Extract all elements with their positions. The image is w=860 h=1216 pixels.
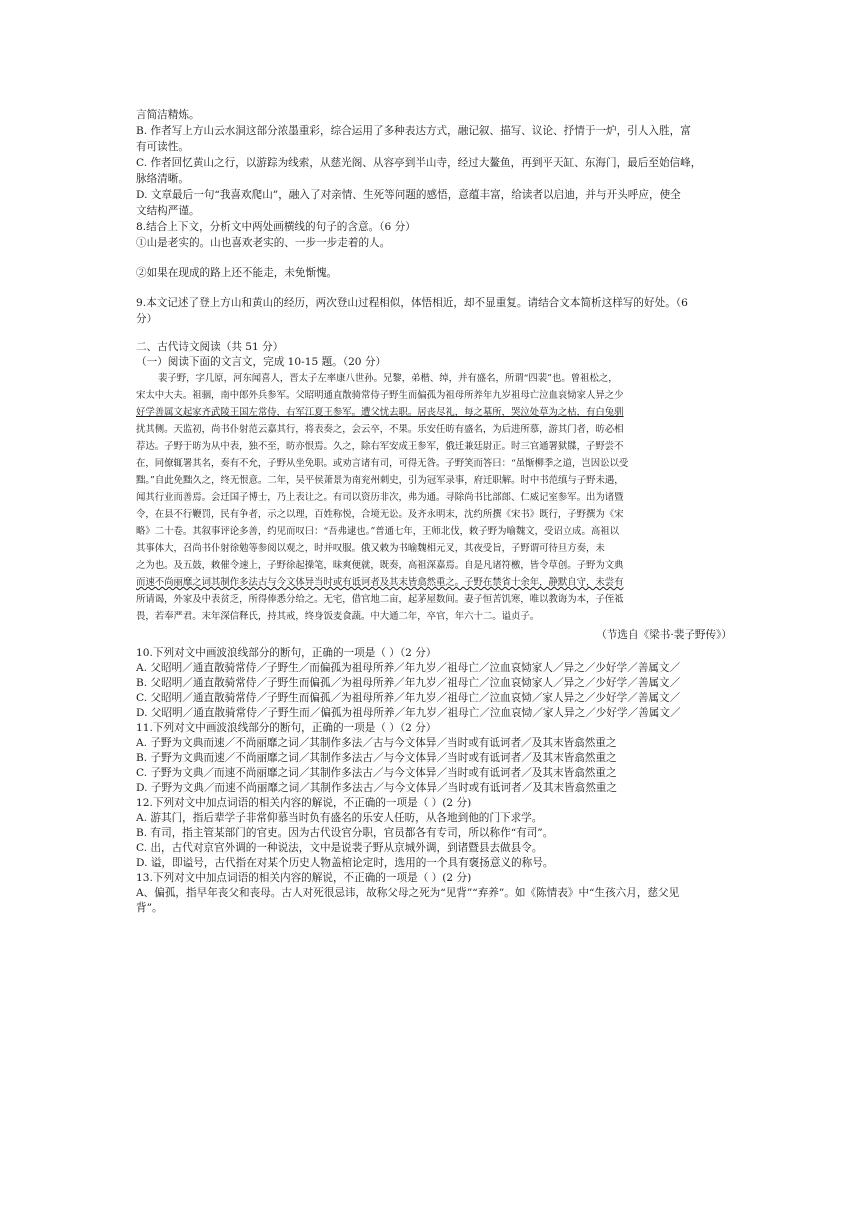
passage-line: 而速不尚丽靡之词其制作多法古与今文体异当时或有诋诃者及其末皆翕然重之。子野在禁省十余年，静默自守，未尝有	[136, 577, 624, 588]
passage-line: 闻其行业而善焉。会迁国子博士，乃上表让之。有司以资历非次，弗为通。寻除尚书比部郎、仁威记室参军。出为诸暨	[136, 492, 624, 503]
question-11-option-d: D. 子野为文典／而速不尚丽靡之词／其制作多法古／与今文体异／当时或有诋诃者／及其末皆翕然重之	[136, 782, 617, 794]
passage-line: 宋太中大夫。祖骃，南中郎外兵参军。父昭明通直散骑常侍子野生而偏孤为祖母所养年九岁祖母亡泣血哀恸家人异之少	[136, 390, 624, 401]
question-9-cont: 分）	[136, 313, 158, 325]
question-9: 9.本文记述了登上方山和黄山的经历，两次登山过程相似，体悟相近，却不显重复。请结合文本简析这样写的好处。（6	[136, 297, 688, 309]
text-line: 文结构严谨。	[136, 205, 200, 217]
text-line: 脉络清晰。	[136, 173, 189, 185]
question-8-item-1: ①山是老实的。山也喜欢老实的、一步一步走着的人。	[136, 237, 391, 249]
question-10-option-b: B. 父昭明／通直散骑常侍／子野生而偏孤／为祖母所养／年九岁／祖母亡／泣血哀恸家人／异之／少好学／善属文／	[136, 677, 681, 689]
option-b: B. 作者写上方山云水洞这部分浓墨重彩，综合运用了多种表达方式，融记叙、描写、议论、抒情于一炉，引人入胜，富	[136, 125, 691, 137]
question-10: 10.下列对文中画波浪线部分的断句，正确的一项是（ ）（2 分）	[136, 647, 437, 659]
question-12-option-c: C. 出，古代对京官外调的一种说法，文中是说裴子野从京城外调，到诸暨县去做县令。	[136, 842, 543, 854]
section-subtitle: （一）阅读下面的文言文，完成 10-15 题。（20 分）	[136, 356, 387, 368]
passage-line: 畏，若奉严君。末年深信释氏，持其戒，终身饭麦食蔬。中大通二年，卒官，年六十二。谥贞子。	[136, 611, 540, 622]
question-11: 11.下列对文中画波浪线部分的断句，正确的一项是（ ）（2 分）	[136, 722, 437, 734]
text-line: 言简洁精炼。	[136, 109, 200, 121]
question-12-option-b: B. 有司，指主管某部门的官吏。因为古代设官分职，官员都各有专司，所以称作“有司”。	[136, 827, 554, 839]
passage-line: 之为也。及五鼓，敕催令速上，子野徐起操笔，昧爽便就，既奏，高祖深嘉焉。自是凡诸符檄，皆令草创。子野为文典	[136, 560, 624, 571]
question-8: 8.结合上下文，分析文中两处画横线的句子的含意。（6 分）	[136, 221, 416, 233]
question-10-option-a: A. 父昭明／通直散骑常侍／子野生／而偏孤为祖母所养／年九岁／祖母亡／泣血哀恸家人／异之／少好学／善属文／	[136, 662, 681, 674]
question-13-option-a: A、偏孤，指早年丧父和丧母。古人对死很忌讳，故称父母之死为“见背”“弃养”。如《陈情表》中“生孩六月，慈父见	[136, 887, 680, 899]
passage-line: 扰其侧。天监初，尚书仆射范云嘉其行，将表奏之，会云卒，不果。乐安任昉有盛名，为后进所慕，游其门者，昉必相	[136, 424, 624, 435]
passage-line: 裴子野，字几原，河东闻喜人，晋太子左率康八世孙。兄黎，弟楷、绰，并有盛名，所谓“四裴”也。曾祖松之，	[158, 373, 618, 384]
passage-line: 略》二十卷。其叙事评论多善，约见而叹曰：“吾弗逮也。”普通七年，王师北伐，敕子野为喻魏文，受诏立成。高祖以	[136, 526, 620, 537]
question-11-option-c: C. 子野为文典／而速不尚丽靡之词／其制作多法古／与今文体异／当时或有诋诃者／及其末皆翕然重之	[136, 767, 617, 779]
text-line: 有可读性。	[136, 141, 189, 153]
question-8-item-2: ②如果在现成的路上还不能走，未免惭愧。	[136, 267, 338, 279]
question-12: 12.下列对文中加点词语的相关内容的解说，不正确的一项是（ ）(2 分)	[136, 797, 472, 809]
question-12-option-d: D. 谥，即谥号，古代指在对某个历史人物盖棺论定时，选用的一个具有褒扬意义的称号。	[136, 857, 554, 869]
passage-source: （节选自《梁书·裴子野传》）	[596, 629, 732, 641]
question-10-option-c: C. 父昭明／通直散骑常侍／子野生而偏孤／为祖母所养／年九岁／祖母亡／泣血哀恸／家人异之／少好学／善属文／	[136, 692, 681, 704]
question-10-option-d: D. 父昭明／通直散骑常侍／子野生而／偏孤为祖母所养／年九岁／祖母亡／泣血哀恸／家人异之／少好学／善属文／	[136, 707, 681, 719]
passage-line: 黜。”自此免黜久之，终无恨意。二年，吴平侯萧景为南兖州刺史，引为冠军录事，府迁职解。时中书范缜与子野未遇，	[136, 475, 624, 486]
question-13-option-a-cont: 背”。	[136, 902, 163, 914]
question-11-option-a: A. 子野为文典而速／不尚丽靡之词／其制作多法／古与今文体异／当时或有诋诃者／及其末皆翕然重之	[136, 737, 617, 749]
passage-line: 所请谒，外家及中表贫乏，所得俸悉分给之。无宅，借官地二亩，起茅屋数间。妻子恒苦饥寒，唯以教诲为本，子侄祗	[136, 594, 624, 605]
option-d: D. 文章最后一句“我喜欢爬山”，融入了对亲情、生死等问题的感悟，意蕴丰富，给读者以启迪，并与开头呼应，使全	[136, 189, 681, 201]
question-11-option-b: B. 子野为文典而速／不尚丽靡之词／其制作多法古／与今文体异／当时或有诋诃者／及其末皆翕然重之	[136, 752, 617, 764]
question-12-option-a: A. 游其门，指后辈学子非常仰慕当时负有盛名的乐安人任昉，从各地到他的门下求学。	[136, 812, 543, 824]
question-13: 13.下列对文中加点词语的相关内容的解说，不正确的一项是（ ）(2 分)	[136, 872, 472, 884]
section-title: 二、古代诗文阅读（共 51 分）	[136, 341, 284, 353]
option-c: C. 作者回忆黄山之行，以游踪为线索，从慈光阁、从容亭到半山寺，经过大鳌鱼，再到平天缸、东海门，最后至始信峰，	[136, 157, 702, 169]
passage-line: 其事体大，召尚书仆射徐勉等参阅以观之，时并叹服。俄又敕为书喻魏相元叉，其夜受旨，子野谓可待旦方奏，未	[136, 543, 605, 554]
passage-line: 荐达。子野于昉为从中表，独不至，昉亦恨焉。久之，除右军安成王参军，俄迁兼廷尉正。时三官通署狱牒，子野尝不	[136, 441, 624, 452]
passage-line: 在，同僚辄署其名，奏有不允，子野从坐免职。或劝言诸有司，可得无咎。子野笑而答曰：“虽惭柳季之道，岂因讼以受	[136, 458, 629, 469]
passage-line: 好学善属文起家齐武陵王国左常侍，右军江夏王参军。遭父忧去职。居丧尽礼，每之墓所，哭泣处草为之枯，有白兔驯	[136, 407, 624, 418]
passage-line: 令，在县不行鞭罚，民有争者，示之以理，百姓称悦，合境无讼。及齐永明末，沈约所撰《宋书》既行，子野撰为《宋	[136, 509, 624, 520]
